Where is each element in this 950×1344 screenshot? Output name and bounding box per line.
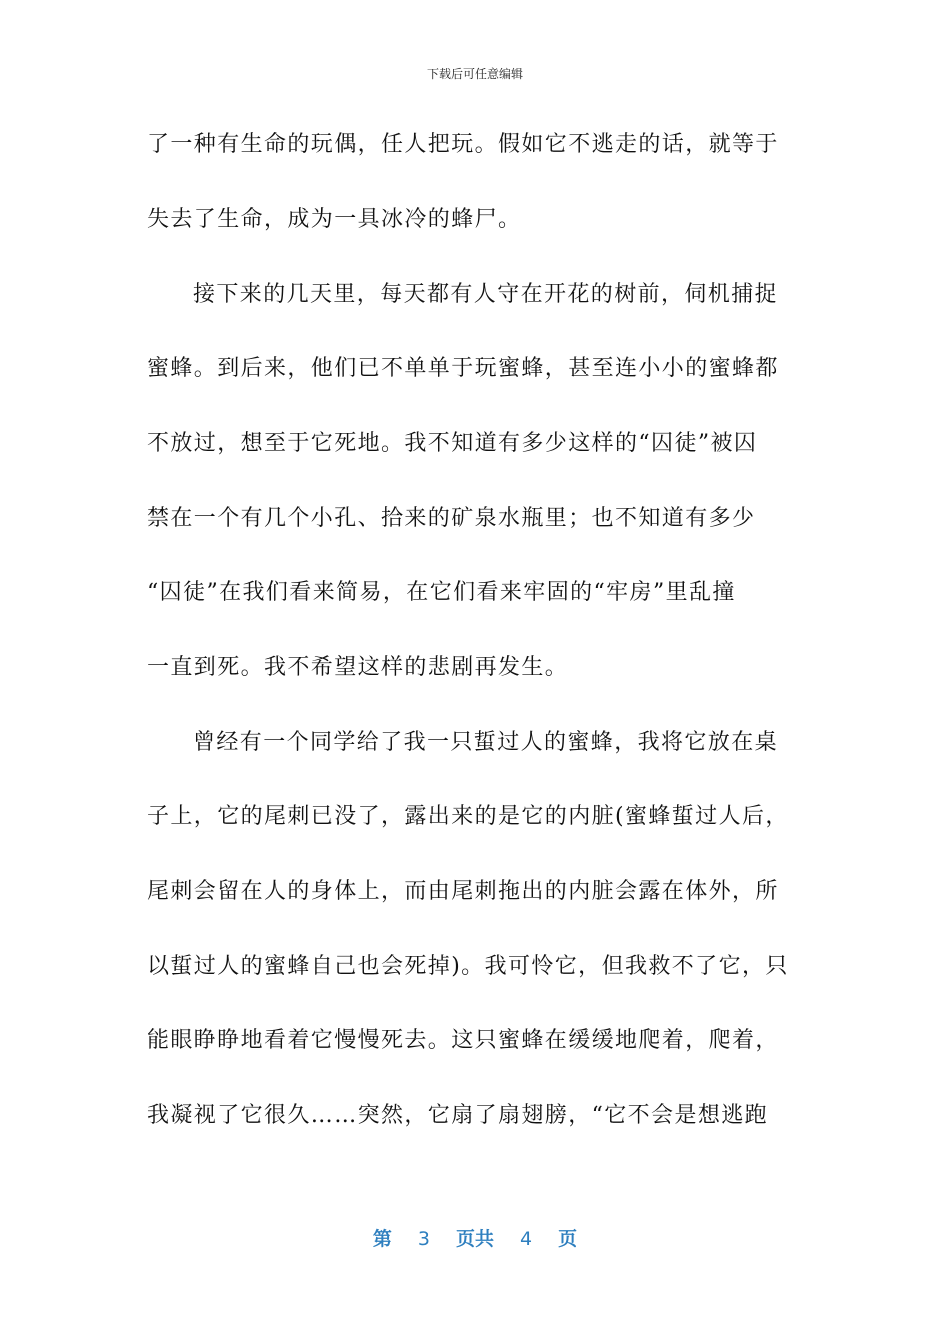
text-line-3: 接下来的几天里，每天都有人守在开花的树前，伺机捕捉 bbox=[193, 282, 779, 307]
text-line-13: 能眼睁睁地看着它慢慢死去。这只蜜蜂在缓缓地爬着，爬着， bbox=[147, 1028, 779, 1053]
text-line-14: 我凝视了它很久……突然，它扇了扇翅膀，“它不会是想逃跑 bbox=[147, 1103, 769, 1128]
text-line-6: 禁在一个有几个小孔、拾来的矿泉水瓶里；也不知道有多少 bbox=[147, 506, 756, 531]
text-line-7: “囚徒”在我们看来简易，在它们看来牢固的“牢房”里乱撞 bbox=[147, 580, 736, 605]
text-line-2: 失去了生命，成为一具冰冷的蜂尸。 bbox=[147, 207, 522, 232]
footer-suffix: 页 bbox=[558, 1228, 578, 1250]
footer-middle: 页共 bbox=[455, 1228, 494, 1250]
text-line-1: 了一种有生命的玩偶，任人把玩。假如它不逃走的话，就等于 bbox=[147, 132, 779, 157]
text-line-11: 尾刺会留在人的身体上，而由尾刺拖出的内脏会露在体外，所 bbox=[147, 879, 779, 904]
footer-prefix: 第 bbox=[372, 1228, 392, 1250]
footer-total-pages: 4 bbox=[520, 1228, 533, 1250]
text-line-8: 一直到死。我不希望这样的悲剧再发生。 bbox=[147, 655, 569, 680]
footer-current-page: 3 bbox=[417, 1228, 430, 1250]
text-line-4: 蜜蜂。到后来，他们已不单单于玩蜜蜂，甚至连小小的蜜蜂都 bbox=[147, 356, 779, 381]
text-line-12: 以蜇过人的蜜蜂自己也会死掉)。我可怜它，但我救不了它，只 bbox=[147, 954, 789, 979]
text-line-5: 不放过，想至于它死地。我不知道有多少这样的“囚徒”被囚 bbox=[147, 431, 758, 456]
page-footer bbox=[0, 1226, 950, 1252]
text-line-9: 曾经有一个同学给了我一只蜇过人的蜜蜂，我将它放在桌 bbox=[193, 730, 779, 755]
page-header-note: 下载后可任意编辑 bbox=[426, 67, 523, 81]
text-line-10: 子上，它的尾刺已没了，露出来的是它的内脏(蜜蜂蜇过人后， bbox=[147, 804, 789, 829]
